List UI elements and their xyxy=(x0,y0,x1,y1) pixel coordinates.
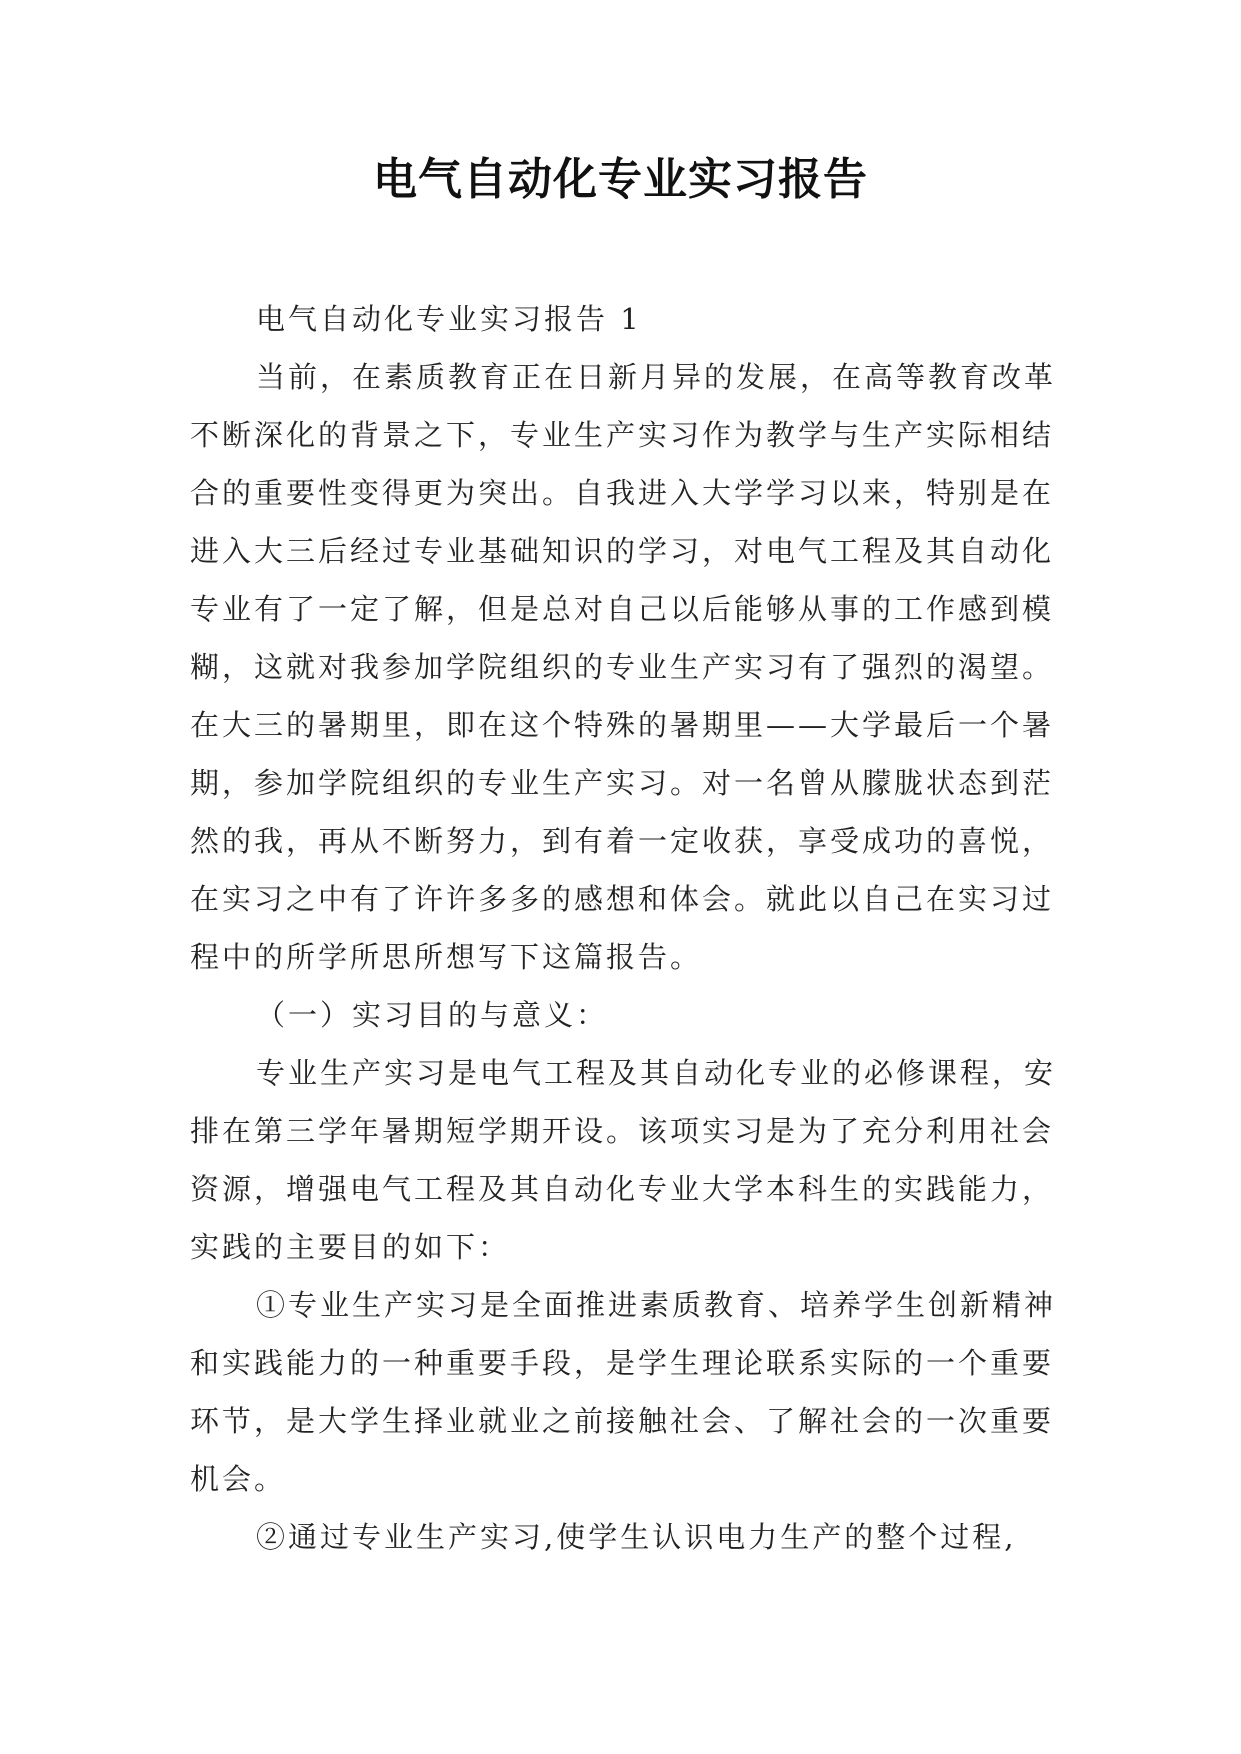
intro-paragraph: 当前，在素质教育正在日新月异的发展，在高等教育改革不断深化的背景之下，专业生产实习作为教学与生产实际相结合的重要性变得更为突出。自我进入大学学习以来，特别是在进入大三后经过专业基础知识的学习，对电气工程及其自动化专业有了一定了解，但是总对自己以后能够从事的工作感到模糊，这就对我参加学院组织的专业生产实习有了强烈的渴望。在大三的暑期里，即在这个特殊的暑期里——大学最后一个暑期，参加学院组织的专业生产实习。对一名曾从朦胧状态到茫然的我，再从不断努力，到有着一定收获，享受成功的喜悦，在实习之中有了许许多多的感想和体会。就此以自己在实习过程中的所学所思所想写下这篇报告。 xyxy=(190,360,1057,974)
document-body xyxy=(190,290,1056,1566)
section-paragraph-2: ①专业生产实习是全面推进素质教育、培养学生创新精神和实践能力的一种重要手段，是学生理论联系实际的一个重要环节，是大学生择业就业之前接触社会、了解社会的一次重要机会。 xyxy=(190,1288,1057,1496)
report-subtitle: 电气自动化专业实习报告 1 xyxy=(256,302,642,336)
section-paragraph-1: 专业生产实习是电气工程及其自动化专业的必修课程，安排在第三学年暑期短学期开设。该项实习是为了充分利用社会资源，增强电气工程及其自动化专业大学本科生的实践能力，实践的主要目的如下： xyxy=(190,1056,1057,1264)
section-heading: （一）实习目的与意义： xyxy=(256,998,609,1032)
document-title: 电气自动化专业实习报告 xyxy=(373,154,868,205)
section-paragraph-3: ②通过专业生产实习,使学生认识电力生产的整个过程, xyxy=(256,1520,1017,1554)
